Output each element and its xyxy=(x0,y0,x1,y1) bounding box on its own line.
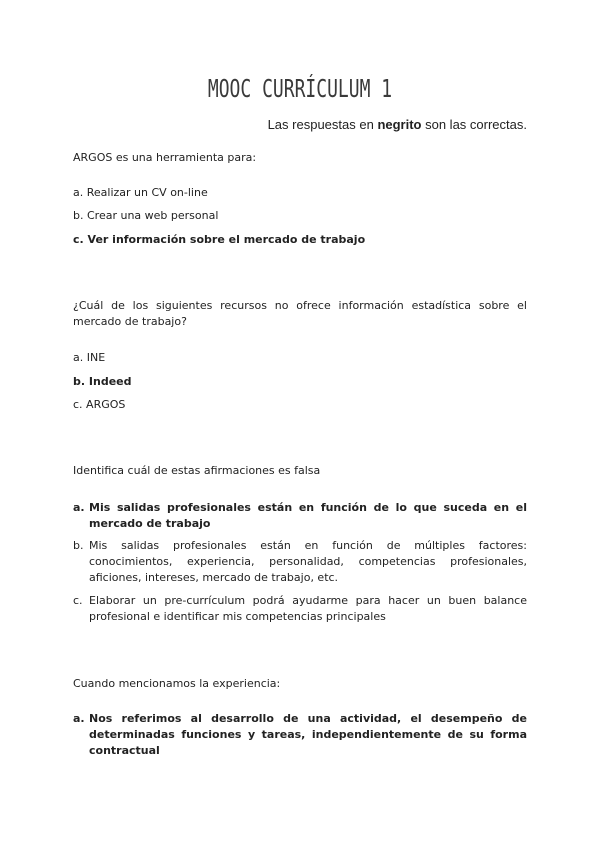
question-1-option-b xyxy=(73,208,527,224)
option-letter: a. xyxy=(73,351,84,364)
option-letter: a. xyxy=(73,186,84,199)
question-3-option-c xyxy=(73,593,527,625)
question-4-option-a xyxy=(73,711,527,759)
option-letter: c. xyxy=(73,594,83,607)
option-text: Mis salidas profesionales están en función de lo que suceda en el mercado de trabajo xyxy=(89,501,527,530)
option-letter: b. xyxy=(73,375,86,388)
option-text: Indeed xyxy=(88,375,132,388)
question-2-option-c xyxy=(73,397,527,413)
option-text: Realizar un CV on-line xyxy=(86,186,208,199)
question-2-text: ¿Cuál de los siguientes recursos no ofrece información estadística sobre el mercado de trabajo? xyxy=(73,299,527,328)
question-3-text: Identifica cuál de estas afirmaciones es falsa xyxy=(73,464,321,477)
option-text: INE xyxy=(86,351,106,364)
question-1-text: ARGOS es una herramienta para: xyxy=(73,151,257,164)
question-3-option-a xyxy=(73,500,527,532)
note-bold: negrito xyxy=(377,117,422,132)
option-text: Crear una web personal xyxy=(86,209,219,222)
option-letter: c. xyxy=(73,398,83,411)
question-2-option-a xyxy=(73,350,527,366)
option-letter: a. xyxy=(73,501,85,514)
option-letter: b. xyxy=(73,539,84,552)
question-4-text: Cuando mencionamos la experiencia: xyxy=(73,677,281,690)
note-after: son las correctas. xyxy=(421,117,527,132)
question-1-option-a xyxy=(73,185,527,201)
question-1-option-c xyxy=(73,232,527,248)
option-text: Elaborar un pre-currículum podrá ayudarme para hacer un buen balance profesional e identificar mis competencias principales xyxy=(89,594,527,623)
question-2-option-b xyxy=(73,374,527,390)
question-3-option-b xyxy=(73,538,527,586)
option-text: Mis salidas profesionales están en función de múltiples factores: conocimientos, experiencia, personalidad, competencias profesionales, aficiones, intereses, mercado de trabajo, etc. xyxy=(89,539,527,584)
option-text: Ver información sobre el mercado de trabajo xyxy=(87,233,366,246)
option-letter: b. xyxy=(73,209,84,222)
page-title: MOOC CURRÍCULUM 1 xyxy=(207,74,393,103)
answer-note xyxy=(268,117,527,132)
note-before: Las respuestas en xyxy=(267,117,378,132)
option-letter: c. xyxy=(73,233,84,246)
option-text: Nos referimos al desarrollo de una actividad, el desempeño de determinadas funciones y tareas, independientemente de su forma contractual xyxy=(89,712,527,757)
option-text: ARGOS xyxy=(86,398,126,411)
option-letter: a. xyxy=(73,712,85,725)
